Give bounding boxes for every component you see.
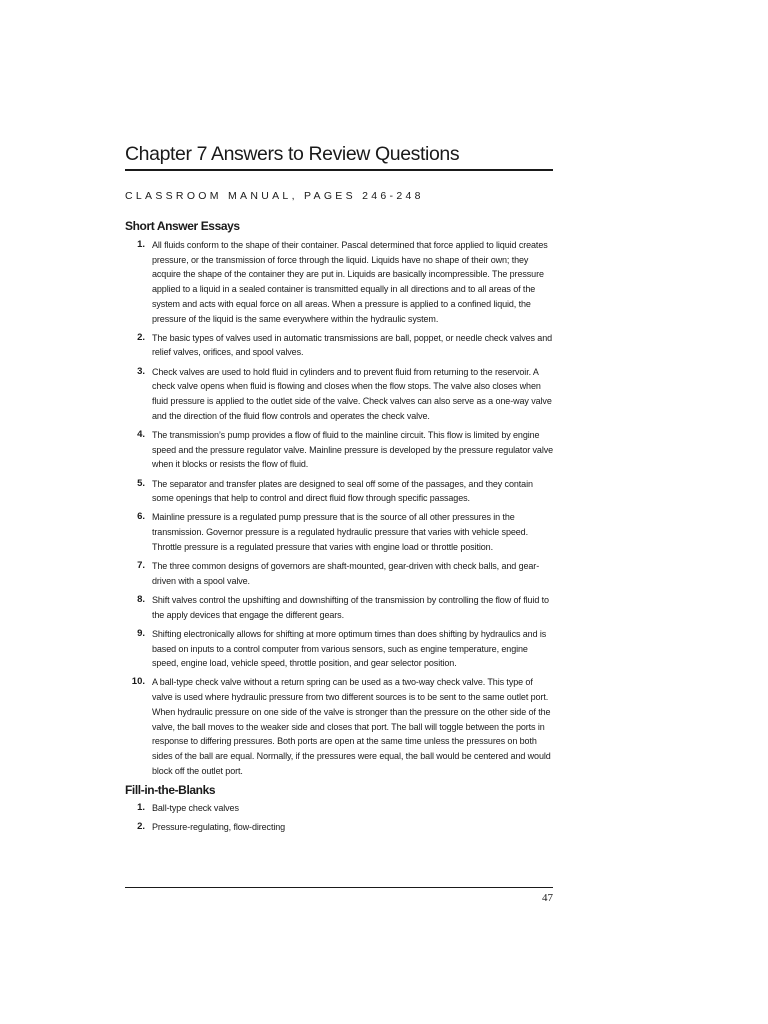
section-subtitle: CLASSROOM MANUAL, PAGES 246-248 <box>125 190 424 202</box>
list-item <box>125 510 555 554</box>
list-item <box>125 428 555 472</box>
item-number: 9. <box>137 627 145 639</box>
fill-in-list <box>125 801 555 839</box>
fill-in-heading: Fill-in-the-Blanks <box>125 783 216 797</box>
page-number: 47 <box>542 892 553 904</box>
short-answer-list <box>125 238 555 783</box>
list-item <box>125 238 555 326</box>
list-item <box>125 675 555 778</box>
list-item <box>125 331 555 360</box>
chapter-title: Chapter 7 Answers to Review Questions <box>125 143 460 165</box>
short-answer-heading: Short Answer Essays <box>125 219 240 233</box>
footer-rule <box>125 887 553 888</box>
list-item <box>125 559 555 588</box>
item-number: 2. <box>137 331 145 343</box>
item-number: 1. <box>137 802 145 813</box>
item-text: Shifting electronically allows for shifting at more optimum times than does shifting by hydraulics and is based on inputs to a control computer from various sensors, such as engine temperature, engine speed, engine load, vehicle speed, throttle position, and gear selector position. <box>152 628 547 669</box>
item-number: 5. <box>137 477 145 489</box>
list-item <box>125 477 555 506</box>
list-item <box>125 801 555 816</box>
item-number: 8. <box>137 593 145 605</box>
item-text: The transmission’s pump provides a flow of fluid to the mainline circuit. This flow is limited by engine speed and the pressure regulator valve. Mainline pressure is developed by the pressure regulator valve when it blocks or resists the flow of fluid. <box>152 429 554 470</box>
item-number: 4. <box>137 428 145 440</box>
item-text: Shift valves control the upshifting and downshifting of the transmission by controlling the flow of fluid to the apply devices that engage the different gears. <box>152 594 549 620</box>
item-number: 7. <box>137 560 145 572</box>
item-number: 2. <box>137 821 145 833</box>
list-item <box>125 627 555 671</box>
item-text: The basic types of valves used in automatic transmissions are ball, poppet, or needle check valves and relief valves, orifices, and spool valves. <box>152 332 553 358</box>
item-text: Ball-type check valves <box>152 803 239 813</box>
item-number: 10. <box>131 676 145 688</box>
item-text: Mainline pressure is a regulated pump pressure that is the source of all other pressures in the transmission. Governor pressure is a regulated hydraulic pressure that varies with vehicle speed. Throttle pressure is a regulated pressure that varies with engine load or throttle position. <box>152 512 528 552</box>
item-text: Pressure-regulating, flow-directing <box>152 822 286 833</box>
item-text: All fluids conform to the shape of their container. Pascal determined that force applied to liquid creates pressure, or the transmission of force through the liquid. Liquids have no shape of their own; they acquire the shape of the container they are put in. Liquids are basically incompressible. The pressure applied to a liquid in a sealed container is transmitted equally in all directions and to all areas of the system and acts with equal force on all areas. When a pressure is applied to a confined liquid, the pressure of the liquid is the same everywhere within the hydraulic system. <box>152 240 548 324</box>
item-text: Check valves are used to hold fluid in cylinders and to prevent fluid from returning to the reservoir. A check valve opens when fluid is flowing and closes when the flow stops. The valve also closes when fluid pressure is applied to the outlet side of the valve. Check valves can also serve as a one-way valve and the direction of the fluid flow controls and operates the check valve. <box>152 366 552 421</box>
item-number: 3. <box>137 365 145 377</box>
item-text: The three common designs of governors are shaft-mounted, gear-driven with check balls, and gear-driven with a spool valve. <box>152 561 540 586</box>
title-rule <box>125 169 553 171</box>
list-item <box>125 593 555 622</box>
item-text: The separator and transfer plates are designed to seal off some of the passages, and they contain some openings that help to control and direct fluid flow through specific passages. <box>152 478 533 504</box>
item-number: 1. <box>137 239 145 250</box>
list-item <box>125 365 555 424</box>
list-item <box>125 820 555 835</box>
item-text: A ball-type check valve without a return spring can be used as a two-way check valve. This type of valve is used where hydraulic pressure from two different sources is to be sent to the same outlet port. When hydraulic pressure on one side of the valve is stronger than the pressure on the other side of the valve, the ball moves to the weaker side and closes that port. The ball will toggle between the ports in response to differing pressures. Both ports are open at the same time unless the pressures on both sides of the ball are equal. Normally, if the pressures were equal, the ball would be centered and would block off the outlet port. <box>152 677 551 776</box>
item-number: 6. <box>137 511 145 523</box>
